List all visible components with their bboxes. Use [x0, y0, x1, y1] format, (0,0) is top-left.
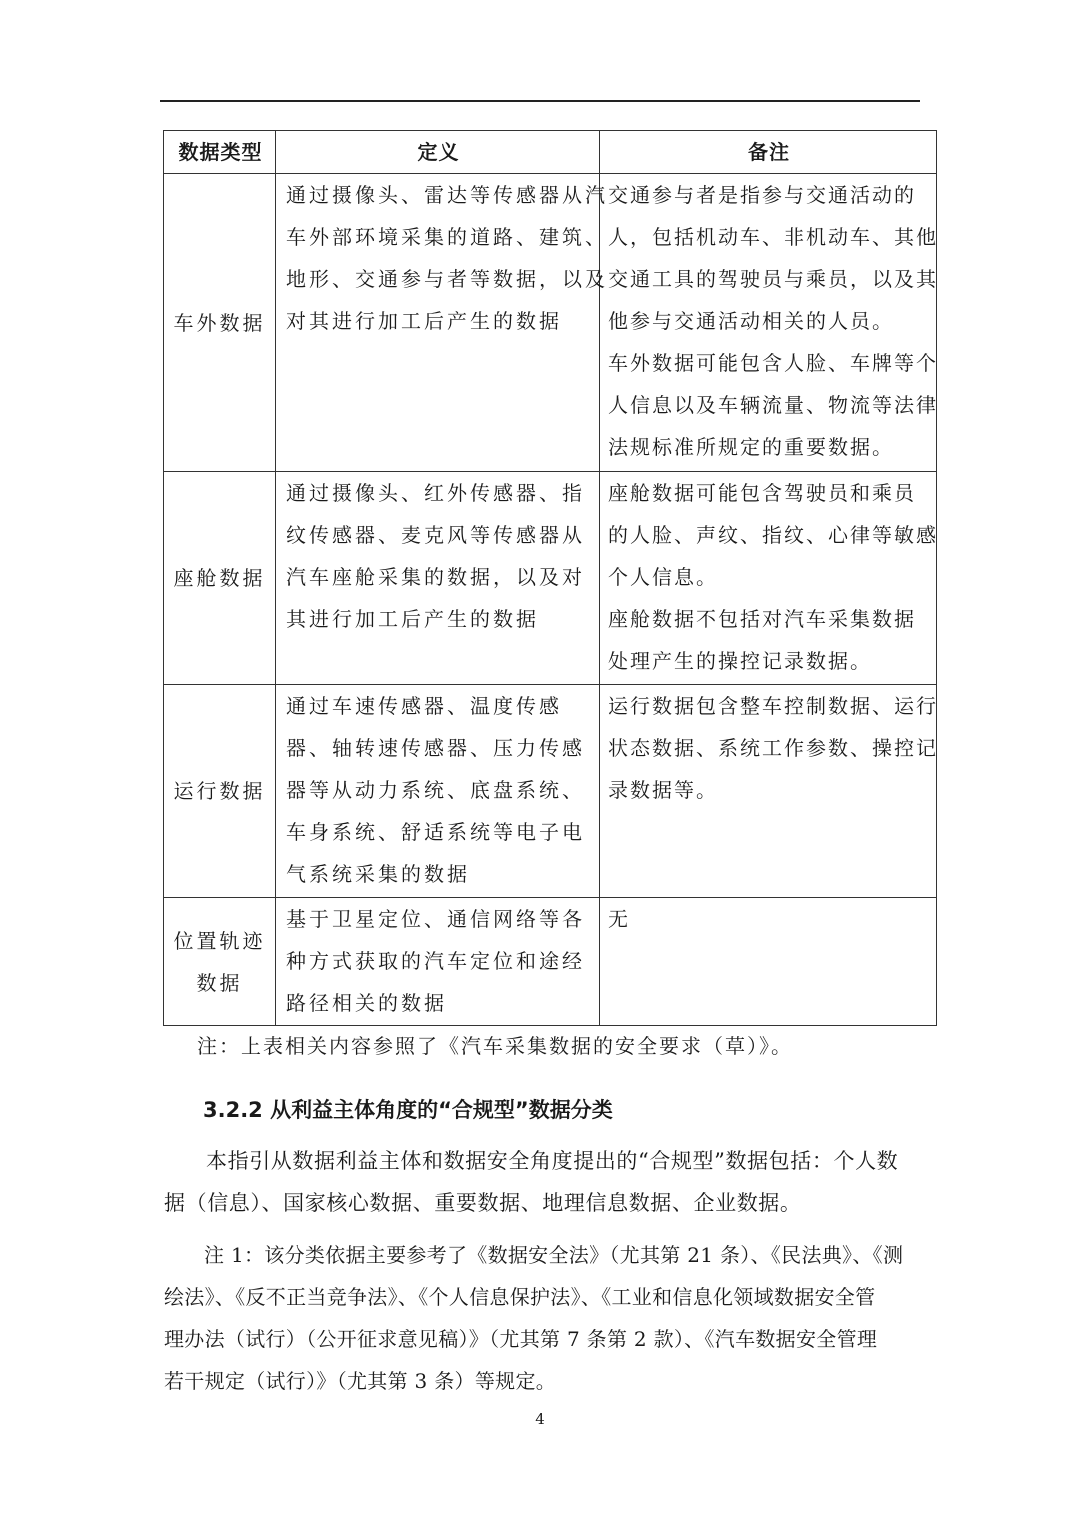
header-rule	[160, 100, 920, 102]
cell-definition: 通过摄像头、雷达等传感器从汽 车外部环境采集的道路、建筑、 地形、交通参与者等数据，以及 对其进行加工后产生的数据	[276, 174, 600, 472]
table-header-row	[164, 131, 937, 174]
citation-note-paragraph: 注 1：该分类依据主要参考了《数据安全法》（尤其第 21 条）、《民法典》、《测 绘法》、《反不正当竞争法》、《个人信息保护法》、《工业和信息化领域数据安全管 理办法（试行）（公开征求意见稿）》（尤其第 7 条第 2 款）、《汽车数据安全管理 若干规定（试行）》（尤其第 3 条）等规定。	[164, 1243, 904, 1393]
section-heading: 3.2.2 从利益主体角度的“合规型”数据分类	[203, 1098, 613, 1122]
header-remark: 备注	[600, 131, 937, 174]
table-row	[164, 898, 937, 1026]
cell-type: 座舱数据	[164, 472, 276, 685]
cell-type: 运行数据	[164, 685, 276, 898]
cell-definition: 通过车速传感器、温度传感 器、轴转速传感器、压力传感 器等从动力系统、底盘系统、 车身系统、舒适系统等电子电 气系统采集的数据	[276, 685, 600, 898]
table-row	[164, 685, 937, 898]
cell-type: 车外数据	[164, 174, 276, 472]
data-type-table	[163, 130, 937, 1026]
cell-definition: 通过摄像头、红外传感器、指 纹传感器、麦克风等传感器从 汽车座舱采集的数据，以及对 其进行加工后产生的数据	[276, 472, 600, 685]
body-paragraph: 本指引从数据利益主体和数据安全角度提出的“合规型”数据包括：个人数 据（信息）、国家核心数据、重要数据、地理信息数据、企业数据。	[164, 1149, 899, 1215]
table-row	[164, 472, 937, 685]
cell-remark: 运行数据包含整车控制数据、运行 状态数据、系统工作参数、操控记 录数据等。	[600, 685, 937, 898]
table-note: 注：上表相关内容参照了《汽车采集数据的安全要求（草）》。	[197, 1034, 793, 1058]
table-row	[164, 174, 937, 472]
cell-remark: 座舱数据可能包含驾驶员和乘员 的人脸、声纹、指纹、心律等敏感 个人信息。 座舱数据不包括对汽车采集数据 处理产生的操控记录数据。	[600, 472, 937, 685]
header-data-type: 数据类型	[164, 131, 276, 174]
cell-type: 位置轨迹 数据	[164, 898, 276, 1026]
cell-definition: 基于卫星定位、通信网络等各 种方式获取的汽车定位和途经 路径相关的数据	[276, 898, 600, 1026]
page-number: 4	[535, 1410, 545, 1428]
cell-remark: 交通参与者是指参与交通活动的 人，包括机动车、非机动车、其他 交通工具的驾驶员与乘员，以及其 他参与交通活动相关的人员。 车外数据可能包含人脸、车牌等个 人信息以及车辆流量、物流等法律 法规标准所规定的重要数据。	[600, 174, 937, 472]
cell-remark: 无	[600, 898, 937, 1026]
header-definition: 定义	[276, 131, 600, 174]
